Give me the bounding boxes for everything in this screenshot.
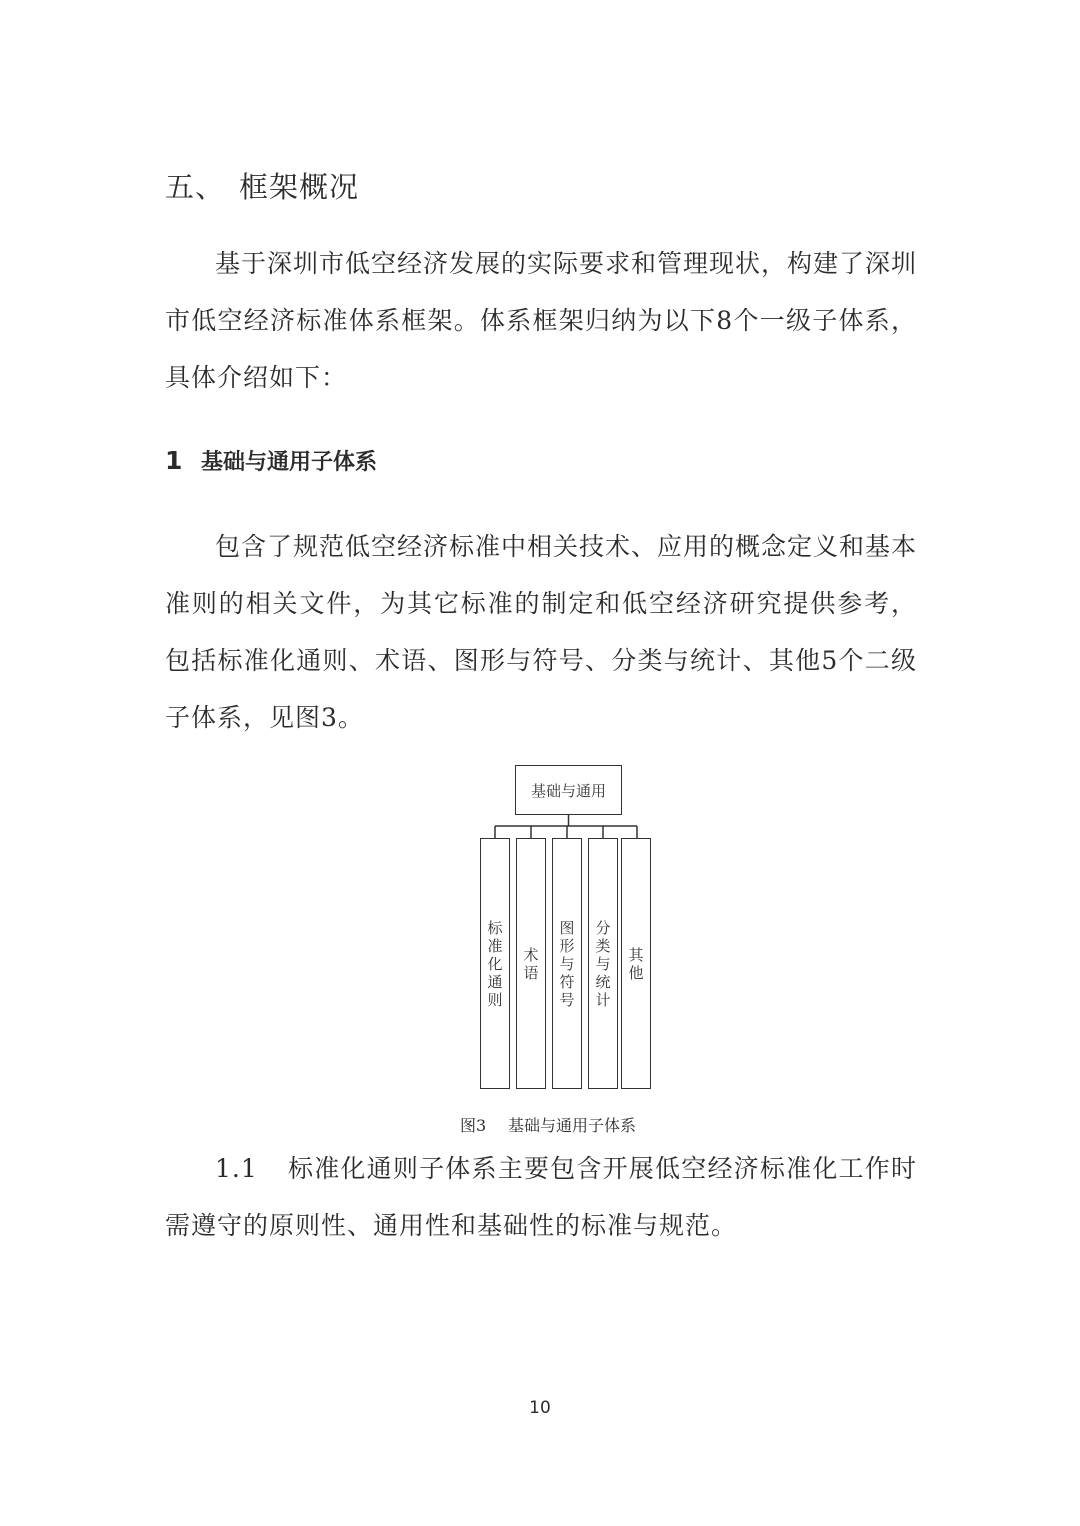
clause-paragraph bbox=[165, 1140, 917, 1254]
subsection-number: 1 bbox=[165, 446, 183, 475]
figure-number: 图3 bbox=[460, 1116, 487, 1135]
section-number: 五、 bbox=[165, 170, 226, 204]
intro-paragraph bbox=[165, 235, 917, 406]
diagram-node-label: 术语 bbox=[523, 945, 539, 982]
figure-caption bbox=[460, 1113, 636, 1136]
subsection-paragraph-text: 包含了规范低空经济标准中相关技术、应用的概念定义和基本准则的相关文件，为其它标准的制定和低空经济研究提供参考，包括标准化通则、术语、图形与符号、分类与统计、其他5个二级子体系，见图3。 bbox=[165, 532, 918, 732]
subsection-title: 基础与通用子体系 bbox=[201, 450, 378, 475]
section-title: 框架概况 bbox=[239, 170, 360, 204]
subsection-paragraph bbox=[165, 518, 917, 746]
hierarchy-diagram bbox=[470, 760, 670, 1095]
section-heading bbox=[165, 165, 359, 206]
clause-text: 标准化通则子体系主要包含开展低空经济标准化工作时需遵守的原则性、通用性和基础性的标准与规范。 bbox=[165, 1154, 917, 1240]
figure-caption-text: 基础与通用子体系 bbox=[508, 1116, 637, 1135]
diagram-node-label: 分类与统计 bbox=[595, 918, 611, 1009]
diagram-node-standardization bbox=[480, 838, 510, 1089]
diagram-node-label: 其他 bbox=[628, 945, 644, 982]
page-number: 10 bbox=[529, 1398, 551, 1418]
diagram-node-terminology bbox=[516, 838, 546, 1089]
diagram-node-classification-statistics bbox=[588, 838, 618, 1089]
diagram-node-other bbox=[621, 838, 651, 1089]
diagram-node-label: 图形与符号 bbox=[559, 918, 575, 1009]
diagram-root-node: 基础与通用 bbox=[515, 765, 622, 815]
clause-number: 1.1 bbox=[215, 1154, 258, 1183]
diagram-node-label: 标准化通则 bbox=[487, 918, 503, 1009]
diagram-node-graphics-symbols bbox=[552, 838, 582, 1089]
intro-paragraph-text: 基于深圳市低空经济发展的实际要求和管理现状，构建了深圳市低空经济标准体系框架。体系框架归纳为以下8个一级子体系，具体介绍如下： bbox=[165, 249, 918, 392]
subsection-heading bbox=[165, 445, 377, 476]
